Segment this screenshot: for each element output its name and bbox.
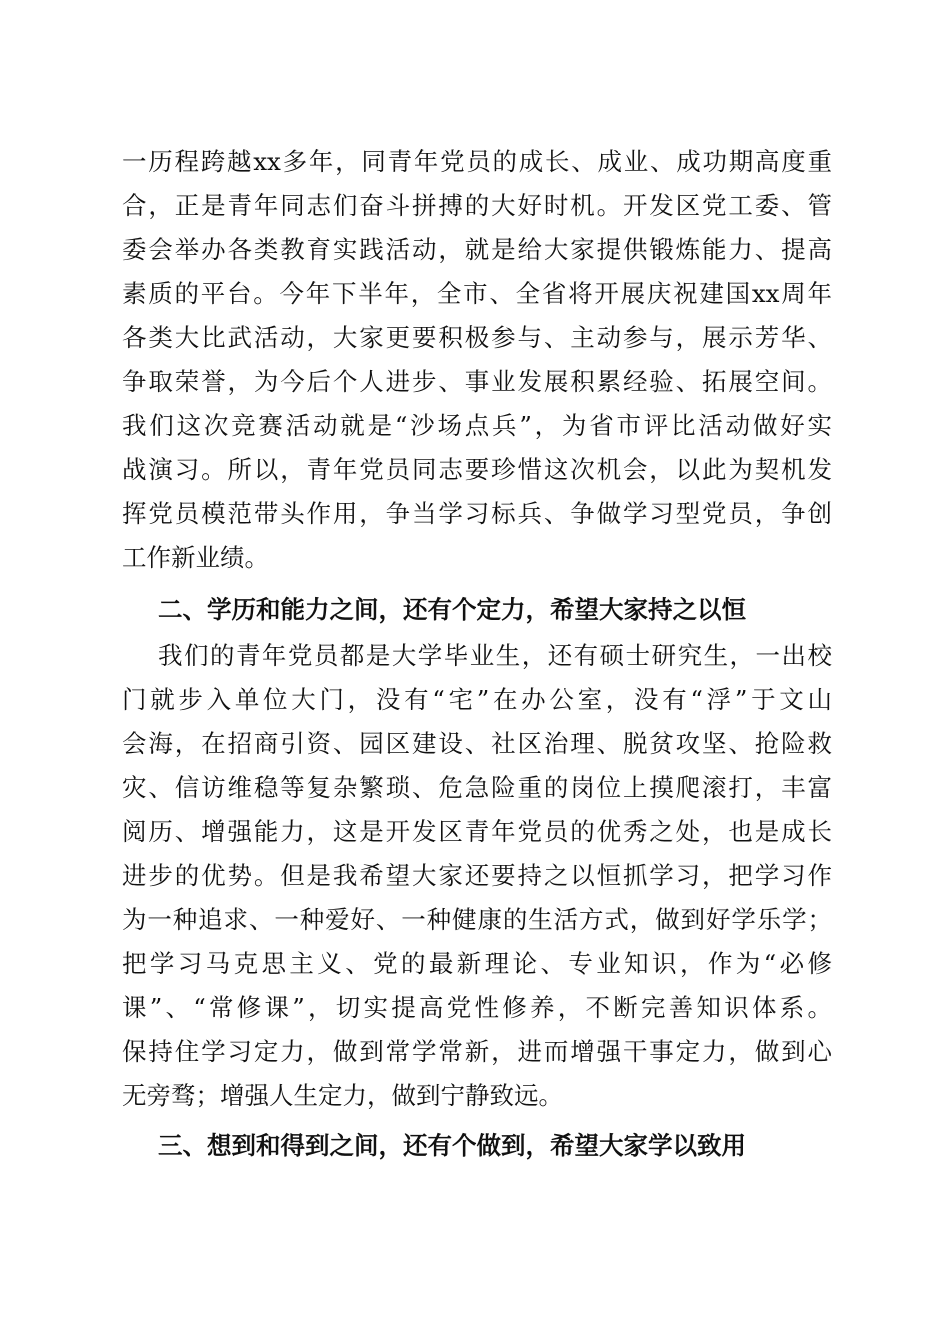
text-line: 课”、“常修课”，切实提高党性修养，不断完善知识体系。 bbox=[122, 993, 832, 1022]
text-line: 素质的平台。今年下半年，全市、全省将开展庆祝建国xx周年 bbox=[122, 279, 832, 308]
text-line: 会海，在招商引资、园区建设、社区治理、脱贫攻坚、抢险救 bbox=[122, 729, 832, 758]
text-line: 一历程跨越xx多年，同青年党员的成长、成业、成功期高度重 bbox=[122, 147, 832, 176]
text-line: 无旁骛；增强人生定力，做到宁静致远。 bbox=[122, 1081, 563, 1110]
text-line: 门就步入单位大门，没有“宅”在办公室，没有“浮”于文山 bbox=[122, 685, 832, 714]
text-line: 我们这次竞赛活动就是“沙场点兵”，为省市评比活动做好实 bbox=[122, 411, 832, 440]
text-line: 把学习马克思主义、党的最新理论、专业知识，作为“必修 bbox=[122, 949, 832, 978]
section-heading-2: 二、学历和能力之间，还有个定力，希望大家持之以恒 bbox=[158, 595, 746, 624]
text-line: 委会举办各类教育实践活动，就是给大家提供锻炼能力、提高 bbox=[122, 235, 832, 264]
text-line: 各类大比武活动，大家更要积极参与、主动参与，展示芳华、 bbox=[122, 323, 832, 352]
text-line: 我们的青年党员都是大学毕业生，还有硕士研究生，一出校 bbox=[158, 641, 832, 670]
section-heading-3: 三、想到和得到之间，还有个做到，希望大家学以致用 bbox=[158, 1131, 746, 1160]
text-line: 工作新业绩。 bbox=[122, 543, 269, 572]
text-line: 合，正是青年同志们奋斗拼搏的大好时机。开发区党工委、管 bbox=[122, 191, 832, 220]
text-line: 挥党员模范带头作用，争当学习标兵、争做学习型党员，争创 bbox=[122, 499, 832, 528]
text-line: 阅历、增强能力，这是开发区青年党员的优秀之处，也是成长 bbox=[122, 817, 832, 846]
text-line: 为一种追求、一种爱好、一种健康的生活方式，做到好学乐学； bbox=[122, 905, 832, 934]
text-line: 灾、信访维稳等复杂繁琐、危急险重的岗位上摸爬滚打，丰富 bbox=[122, 773, 832, 802]
text-line: 进步的优势。但是我希望大家还要持之以恒抓学习，把学习作 bbox=[122, 861, 832, 890]
text-line: 战演习。所以，青年党员同志要珍惜这次机会，以此为契机发 bbox=[122, 455, 832, 484]
text-line: 保持住学习定力，做到常学常新，进而增强干事定力，做到心 bbox=[122, 1037, 832, 1066]
text-line: 争取荣誉，为今后个人进步、事业发展积累经验、拓展空间。 bbox=[122, 367, 832, 396]
